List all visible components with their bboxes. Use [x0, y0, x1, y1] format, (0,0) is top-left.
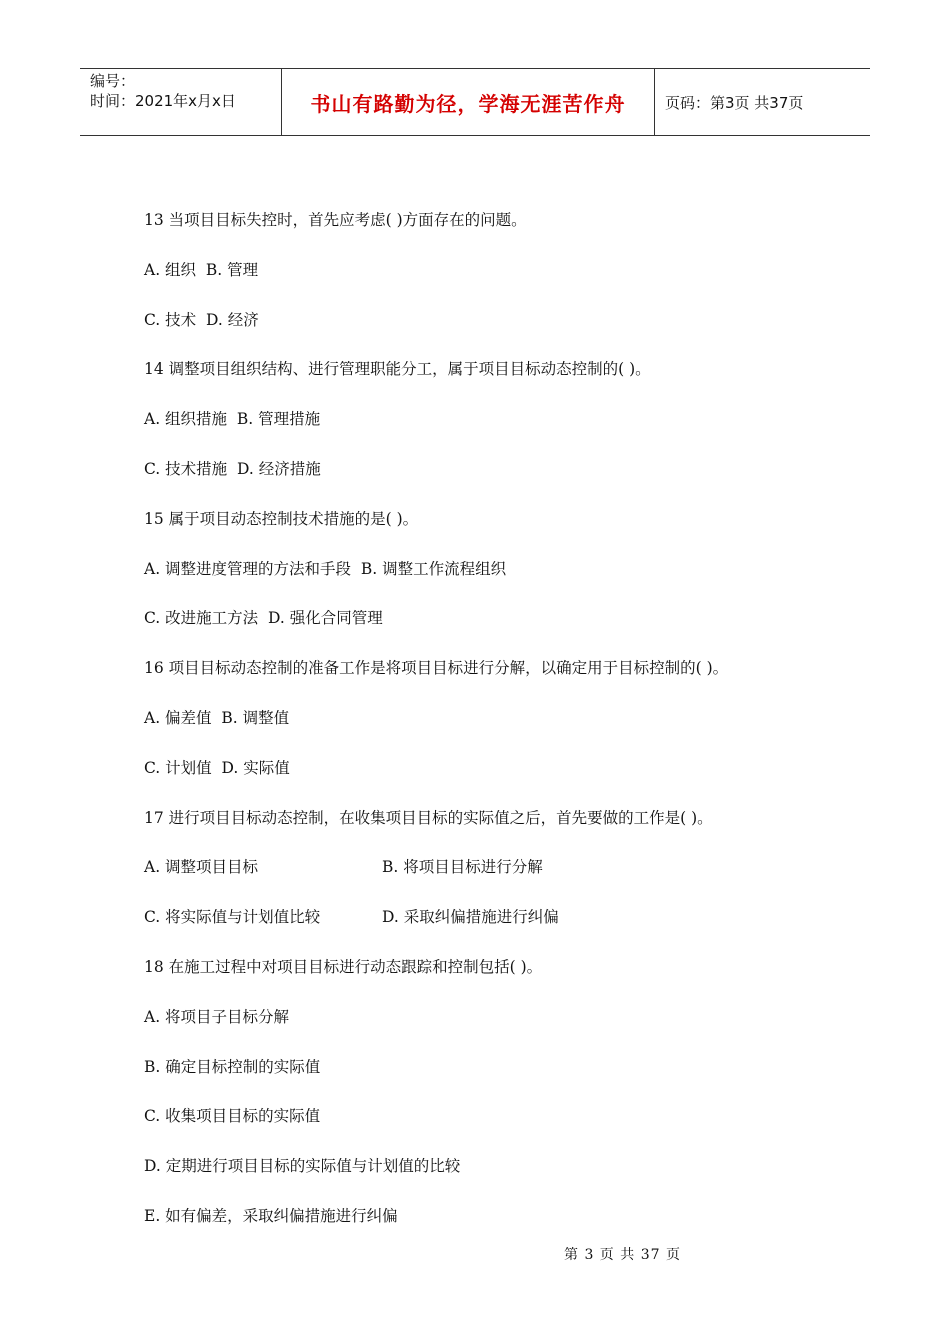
option-b: B. 将项目目标进行分解 [382, 858, 543, 877]
document-body [144, 207, 844, 1253]
option-c: C. 收集项目目标的实际值 [144, 1107, 321, 1126]
question-options: A. 组织措施 B. 管理措施 [144, 410, 321, 429]
option-c: C. 将实际值与计划值比较 [144, 908, 321, 927]
time-label: 时间：2021年x月x日 [90, 92, 236, 110]
question-options: C. 技术 D. 经济 [144, 310, 259, 329]
question-options: C. 计划值 D. 实际值 [144, 758, 290, 777]
question-options [144, 904, 844, 954]
header-page-info: 页码：第3页 共37页 [665, 93, 804, 112]
header-meta [80, 69, 282, 135]
option-d: D. 定期进行项目目标的实际值与计划值的比较 [144, 1157, 461, 1176]
question-stem: 13 当项目目标失控时，首先应考虑( )方面存在的问题。 [144, 211, 527, 229]
question-options: A. 偏差值 B. 调整值 [144, 708, 290, 727]
question-stem: 15 属于项目动态控制技术措施的是( )。 [144, 509, 419, 528]
option-b: B. 确定目标控制的实际值 [144, 1057, 321, 1076]
header-motto: 书山有路勤为径，学海无涯苦作舟 [282, 69, 655, 135]
page-header [80, 68, 870, 136]
question-stem: 17 进行项目目标动态控制，在收集项目目标的实际值之后，首先要做的工作是( )。 [144, 808, 713, 827]
question-options: C. 技术措施 D. 经济措施 [144, 459, 321, 478]
question-options: A. 调整进度管理的方法和手段 B. 调整工作流程组织 [144, 559, 507, 578]
question-stem: 14 调整项目组织结构、进行管理职能分工，属于项目目标动态控制的( )。 [144, 360, 651, 379]
question-options: A. 组织 B. 管理 [144, 260, 259, 279]
question-stem: 16 项目目标动态控制的准备工作是将项目目标进行分解，以确定用于目标控制的( )。 [144, 659, 729, 678]
number-label: 编号： [90, 72, 136, 90]
option-a: A. 将项目子目标分解 [144, 1007, 290, 1026]
option-e: E. 如有偏差，采取纠偏措施进行纠偏 [144, 1206, 398, 1225]
option-a: A. 调整项目目标 [144, 858, 259, 877]
question-stem: 18 在施工过程中对项目目标进行动态跟踪和控制包括( )。 [144, 957, 543, 976]
option-d: D. 采取纠偏措施进行纠偏 [382, 908, 559, 927]
question-options: C. 改进施工方法 D. 强化合同管理 [144, 609, 383, 628]
question-options [144, 854, 844, 904]
page-footer: 第 3 页 共 37 页 [564, 1247, 681, 1263]
